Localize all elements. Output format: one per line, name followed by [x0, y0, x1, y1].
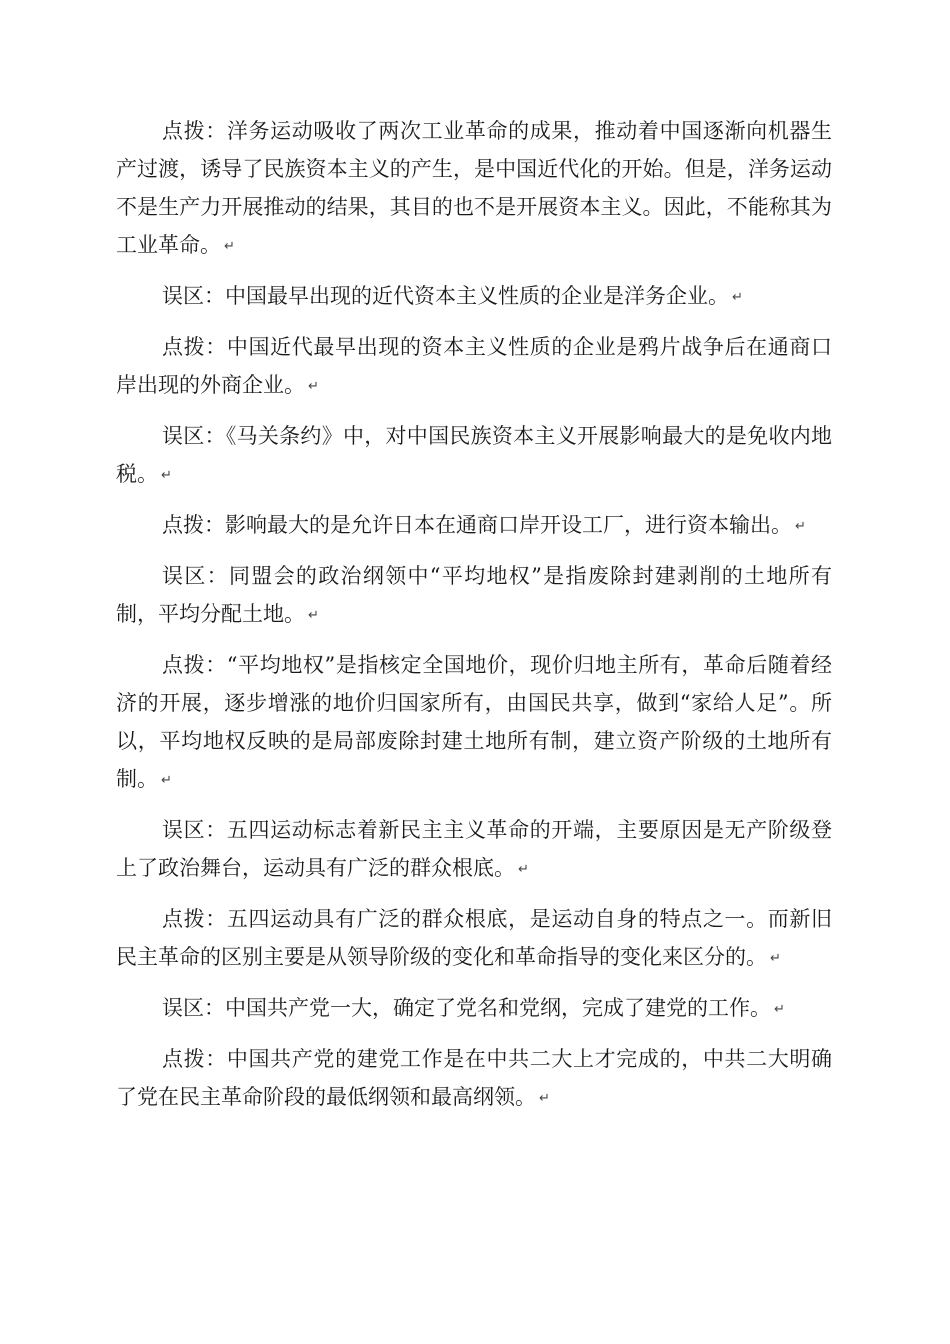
paragraph-mark-icon: ↵ — [308, 608, 319, 623]
paragraph-mark-icon: ↵ — [795, 519, 806, 534]
paragraph-7 — [116, 646, 832, 798]
paragraph-mark-icon: ↵ — [770, 951, 781, 966]
paragraph-6 — [116, 557, 832, 633]
paragraph-mark-icon: ↵ — [732, 290, 743, 305]
paragraph-mark-icon: ↵ — [308, 379, 319, 394]
paragraph-2 — [116, 277, 832, 315]
paragraph-text: 误区：中国最早出现的近代资本主义性质的企业是洋务企业。 — [162, 284, 729, 308]
paragraph-9 — [116, 900, 832, 976]
paragraph-text: 点拨：五四运动具有广泛的群众根底，是运动自身的特点之一。而新旧民主革命的区别主要是从领导阶级的变化和革命指导的变化来区分的。 — [116, 907, 832, 969]
paragraph-10 — [116, 989, 832, 1027]
paragraph-mark-icon: ↵ — [774, 1002, 785, 1017]
paragraph-mark-icon: ↵ — [518, 862, 529, 877]
paragraph-text: 误区：中国共产党一大，确定了党名和党纲，完成了建党的工作。 — [162, 996, 771, 1020]
paragraph-4 — [116, 417, 832, 493]
paragraph-text: 点拨：中国近代最早出现的资本主义性质的企业是鸦片战争后在通商口岸出现的外商企业。 — [116, 335, 832, 397]
document-page — [116, 112, 832, 1129]
paragraph-text: 点拨：中国共产党的建党工作是在中共二大上才完成的，中共二大明确了党在民主革命阶段的最低纲领和最高纲领。 — [116, 1047, 832, 1109]
paragraph-text: 点拨：“平均地权”是指核定全国地价，现价归地主所有，革命后随着经济的开展，逐步增涨的地价归国家所有，由国民共享，做到“家给人足”。所以，平均地权反映的是局部废除封建土地所有制，建立资产阶级的土地所有制。 — [116, 653, 832, 791]
paragraph-text: 误区：同盟会的政治纲领中“平均地权”是指废除封建剥削的土地所有制，平均分配土地。 — [116, 564, 832, 626]
paragraph-mark-icon: ↵ — [539, 1091, 550, 1106]
paragraph-mark-icon: ↵ — [161, 773, 172, 788]
paragraph-1 — [116, 112, 832, 264]
paragraph-text: 误区：五四运动标志着新民主主义革命的开端，主要原因是无产阶级登上了政治舞台，运动具有广泛的群众根底。 — [116, 818, 832, 880]
paragraph-text: 点拨：影响最大的是允许日本在通商口岸开设工厂，进行资本输出。 — [162, 513, 792, 537]
paragraph-mark-icon: ↵ — [161, 468, 172, 483]
paragraph-mark-icon: ↵ — [224, 239, 235, 254]
paragraph-text: 误区：《马关条约》中，对中国民族资本主义开展影响最大的是免收内地税。 — [116, 424, 832, 486]
paragraph-5 — [116, 506, 832, 544]
paragraph-3 — [116, 328, 832, 404]
paragraph-11 — [116, 1040, 832, 1116]
paragraph-text: 点拨：洋务运动吸收了两次工业革命的成果，推动着中国逐渐向机器生产过渡，诱导了民族资本主义的产生，是中国近代化的开始。但是，洋务运动不是生产力开展推动的结果，其目的也不是开展资本主义。因此，不能称其为工业革命。 — [116, 119, 832, 257]
paragraph-8 — [116, 811, 832, 887]
